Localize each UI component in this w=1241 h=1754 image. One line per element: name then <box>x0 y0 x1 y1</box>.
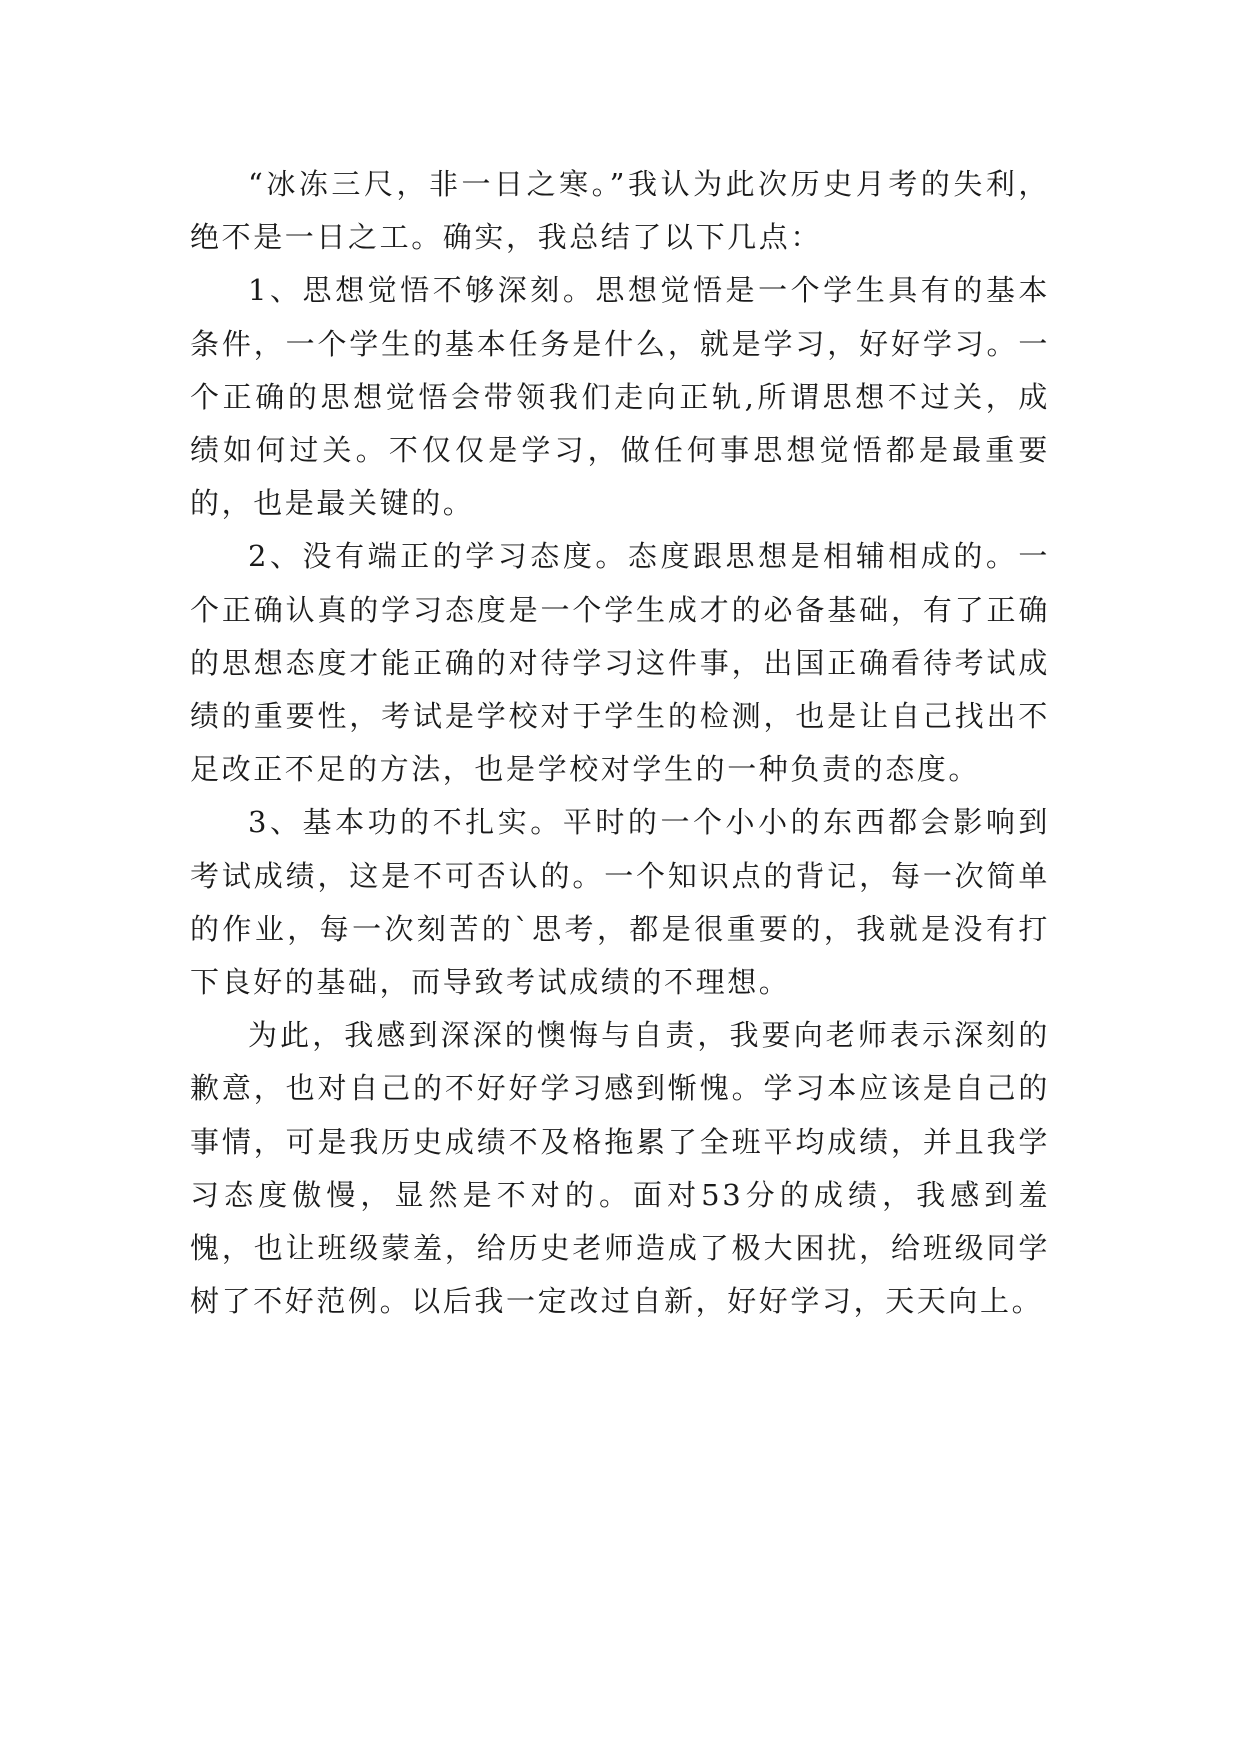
paragraph-point-2: 2、没有端正的学习态度。态度跟思想是相辅相成的。一个正确认真的学习态度是一个学生成才的必备基础，有了正确的思想态度才能正确的对待学习这件事，出国正确看待考试成绩的重要性，考试是学校对于学生的检测，也是让自己找出不足改正不足的方法，也是学校对学生的一种负责的态度。 <box>190 539 1050 787</box>
paragraph-point-3: 3、基本功的不扎实。平时的一个小小的东西都会影响到考试成绩，这是不可否认的。一个知识点的背记，每一次简单的作业，每一次刻苦的`思考，都是很重要的，我就是没有打下良好的基础，而导致考试成绩的不理想。 <box>190 805 1050 1000</box>
paragraph-conclusion: 为此，我感到深深的懊悔与自责，我要向老师表示深刻的歉意，也对自己的不好好学习感到惭愧。学习本应该是自己的事情，可是我历史成绩不及格拖累了全班平均成绩，并且我学习态度傲慢，显然是不对的。面对53分的成绩，我感到羞愧，也让班级蒙羞，给历史老师造成了极大困扰，给班级同学树了不好范例。以后我一定改过自新，好好学习，天天向上。 <box>190 1018 1050 1319</box>
paragraph-intro: “冰冻三尺，非一日之寒。”我认为此次历史月考的失利，绝不是一日之工。确实，我总结了以下几点： <box>190 167 1050 255</box>
paragraph-point-1: 1、思想觉悟不够深刻。思想觉悟是一个学生具有的基本条件，一个学生的基本任务是什么，就是学习，好好学习。一个正确的思想觉悟会带领我们走向正轨,所谓思想不过关，成绩如何过关。不仅仅是学习，做任何事思想觉悟都是最重要的，也是最关键的。 <box>190 273 1050 521</box>
document-body <box>190 158 1050 1328</box>
